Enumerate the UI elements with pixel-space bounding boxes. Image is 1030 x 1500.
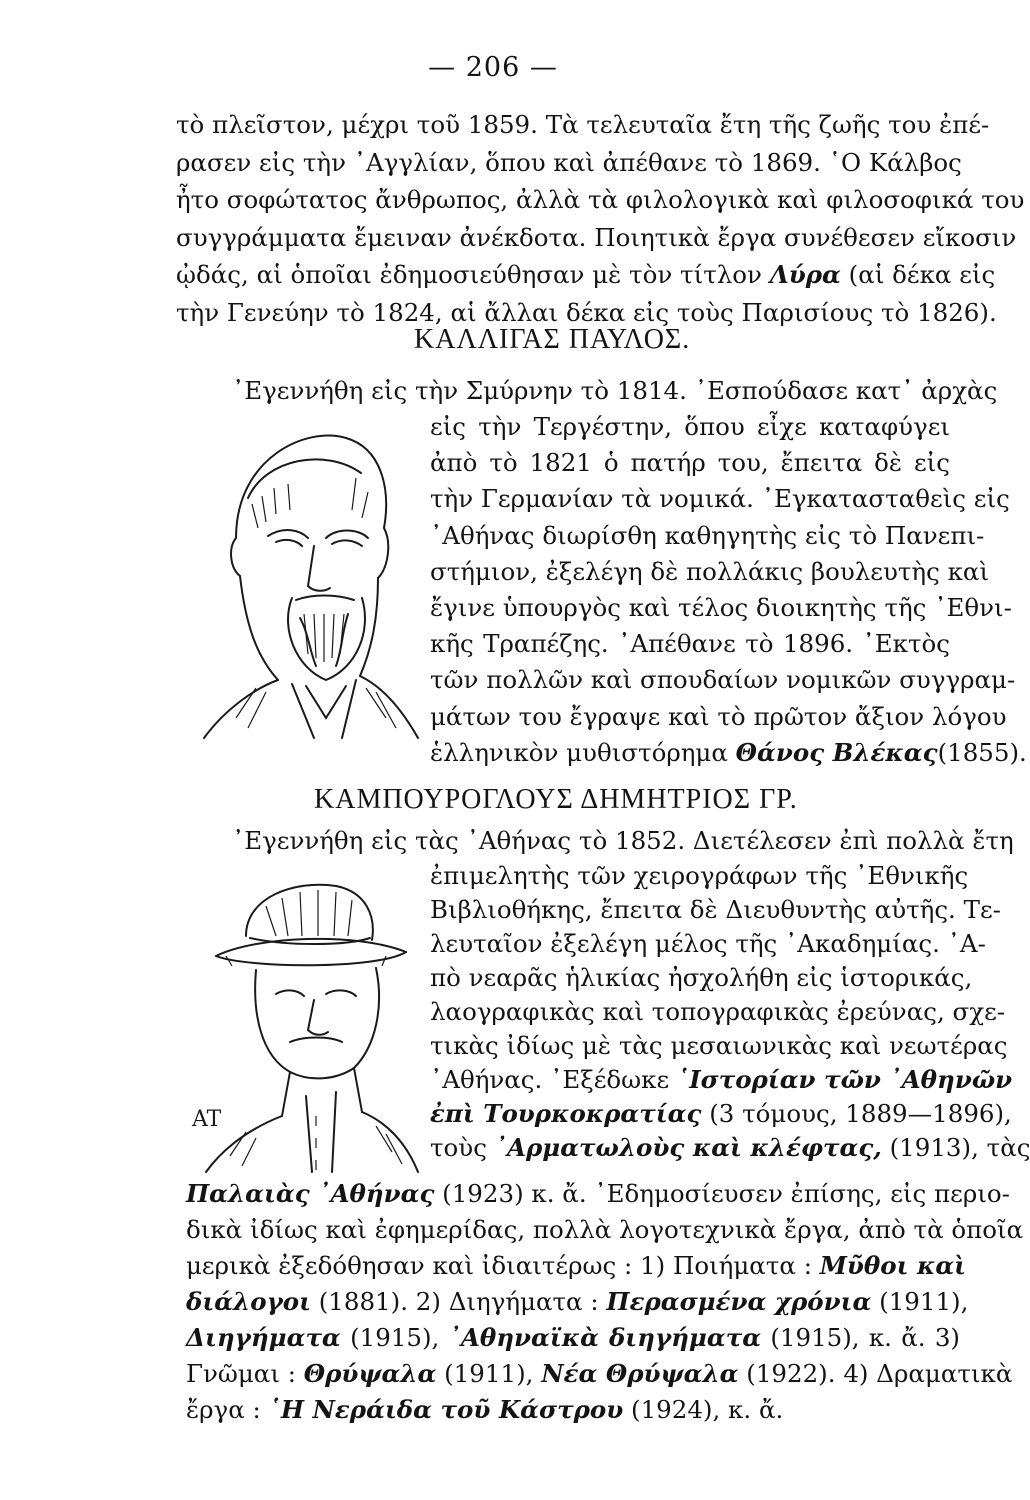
text-run: στήμιον, ἐξελέγη δὲ πολλάκις βουλευτὴς καὶ — [430, 556, 990, 586]
title-emphasis: ᾿Αθηναϊκὰ διηγήματα — [448, 1323, 762, 1352]
text-run: ρασεν εἰς τὴν ᾿Αγγλίαν, ὅπου καὶ ἀπέθανε τὸ 1869. ῾Ο Κάλβος — [176, 147, 962, 177]
kampouroglous-works-line — [186, 1179, 1010, 1209]
kampouroglous-works-line — [186, 1251, 967, 1281]
kampouroglous-line — [430, 1133, 1030, 1163]
intro-line — [176, 260, 996, 290]
text-run: λευταῖον ἐξελέγη μέλος τῆς ᾿Ακαδημίας. ᾿Α- — [430, 929, 986, 958]
text-run: λαογραφικὰς καὶ τοπογραφικὰς ἐρεύνας, σχε- — [430, 997, 1006, 1026]
kalligas-line — [430, 593, 1012, 623]
text-run: ᾿Αθήνας διωρίσθη καθηγητὴς εἰς τὸ Πανεπι- — [430, 520, 985, 550]
title-emphasis: Θάνος Βλέκας — [735, 737, 938, 767]
text-run: τοὺς — [430, 1133, 495, 1162]
text-run: εἰς τὴν Τεργέστην, ὅπου εἶχε καταφύγει — [430, 412, 950, 441]
text-run: τὴν Γερμανίαν τὰ νομικά. ᾿Εγκατασταθεὶς εἰς — [430, 484, 1010, 514]
page-number: — 206 — — [428, 52, 558, 83]
title-emphasis: ῾Ιστορίαν τῶν ᾿Αθηνῶν — [676, 1065, 1013, 1094]
text-run: ἔγινε ὑπουργὸς καὶ τέλος διοικητὴς τῆς ᾿Εθνι- — [430, 593, 1012, 622]
text-run: (1915), — [340, 1323, 449, 1352]
text-run: ἦτο σοφώτατος ἄνθρωπος, ἀλλὰ τὰ φιλολογικὰ καὶ φιλοσοφικά του — [176, 185, 1025, 214]
kampouroglous-works-line — [186, 1287, 969, 1317]
kampouroglous-line — [430, 963, 973, 993]
kampouroglous-works-line — [186, 1395, 960, 1425]
kampouroglous-line — [430, 1099, 1012, 1129]
text-run: ἀπὸ τὸ 1821 ὁ πατήρ του, ἔπειτα δὲ εἰς — [430, 448, 950, 478]
intro-line — [176, 147, 962, 178]
kampouroglous-line — [430, 1031, 1008, 1061]
kalligas-line — [430, 448, 950, 478]
text-run: τὸ πλεῖστον, μέχρι τοῦ 1859. Τὰ τελευταῖα ἔτη τῆς ζωῆς του ἐπέ- — [176, 110, 990, 139]
text-run: Γνῶμαι : — [186, 1359, 304, 1388]
intro-line — [176, 297, 997, 328]
kalligas-line — [430, 737, 1027, 768]
kampouroglous-line — [430, 997, 1006, 1027]
text-run: ᾠδάς, αἱ ὁποῖαι ἐδημοσιεύθησαν μὲ τὸν τίτλον — [176, 260, 770, 289]
title-emphasis: διάλογοι — [186, 1287, 311, 1316]
kalligas-line — [430, 412, 950, 442]
artist-signature: AT — [192, 1107, 222, 1132]
text-run: κῆς Τραπέζης. ᾿Απέθανε τὸ 1896. ᾿Εκτὸς — [430, 629, 950, 659]
text-run: τικὰς ἰδίως μὲ τὰς μεσαιωνικὰς καὶ νεωτέρας — [430, 1031, 1008, 1060]
intro-line — [176, 222, 1017, 253]
text-run: (1911), — [871, 1287, 969, 1316]
text-run: ἔργα : — [186, 1395, 269, 1424]
kalligas-line — [430, 629, 950, 659]
kalligas-line — [430, 484, 1010, 514]
text-run: τῶν πολλῶν καὶ σπουδαίων νομικῶν συγγραμ- — [430, 665, 1016, 695]
kalligas-portrait — [196, 418, 426, 748]
title-emphasis: Νέα Θρύψαλα — [541, 1359, 739, 1388]
kampouroglous-works-line — [186, 1323, 960, 1353]
text-run: (3 τόμους, 1889—1896), — [701, 1099, 1012, 1128]
kalligas-first-line: ᾿Εγεννήθη εἰς τὴν Σμύρνην τὸ 1814. ᾿Εσπούδασε κατ᾿ ἀρχὰς — [232, 376, 998, 405]
text-run: (αἱ δέκα εἰς — [840, 260, 996, 289]
text-run: (1915), κ. ἄ. 3) — [761, 1323, 960, 1352]
kampouroglous-line — [430, 1065, 1013, 1095]
text-run: μερικὰ ἐξεδόθησαν καὶ ἰδιαιτέρως : 1) Ποιήματα : — [186, 1251, 820, 1280]
kalligas-line — [430, 665, 1016, 695]
title-emphasis: ᾿Αρματωλοὺς καὶ κλέφτας, — [494, 1133, 882, 1162]
text-run: ᾿Αθήνας. ᾿Εξέδωκε — [430, 1065, 677, 1094]
text-run: μάτων του ἔγραψε καὶ τὸ πρῶτον ἄξιον λόγου — [430, 701, 1007, 731]
text-run: Βιβλιοθήκης, ἔπειτα δὲ Διευθυντὴς αὐτῆς. Τε- — [430, 895, 1001, 924]
title-emphasis: Παλαιὰς ᾿Αθήνας — [186, 1179, 435, 1208]
title-emphasis: Περασμένα χρόνια — [606, 1287, 872, 1316]
kampouroglous-works-line — [186, 1359, 1013, 1389]
title-emphasis: Διηγήματα — [186, 1323, 341, 1352]
text-run: ἑλληνικὸν μυθιστόρημα — [430, 737, 736, 767]
kalligas-line — [430, 520, 985, 551]
intro-line — [176, 110, 990, 140]
kalligas-line — [430, 701, 1007, 732]
text-run: πὸ νεαρᾶς ἡλικίας ἠσχολήθη εἰς ἱστορικάς, — [430, 963, 973, 992]
title-emphasis: Λύρα — [769, 260, 841, 289]
text-run: τὴν Γενεύην τὸ 1824, αἱ ἄλλαι δέκα εἰς τοὺς Παρισίους τὸ 1826). — [176, 297, 997, 327]
title-emphasis: ῾Η Νεράιδα τοῦ Κάστρου — [268, 1395, 624, 1424]
text-run: (1855). — [937, 737, 1027, 767]
kampouroglous-line — [430, 895, 1001, 925]
heading-kampouroglous: ΚΑΜΠΟΥΡΟΓΛΟΥΣ ΔΗΜΗΤΡΙΟΣ ΓΡ. — [314, 784, 798, 815]
text-run: (1911), — [436, 1359, 542, 1388]
text-run: (1881). 2) Διηγήματα : — [310, 1287, 607, 1316]
kalligas-line — [430, 556, 990, 587]
kampouroglous-line — [430, 861, 969, 891]
kampouroglous-portrait — [186, 876, 426, 1176]
title-emphasis: Θρύψαλα — [303, 1359, 437, 1388]
kampouroglous-line — [430, 929, 986, 959]
text-run: ἐπιμελητὴς τῶν χειρογράφων τῆς ᾿Εθνικῆς — [430, 861, 969, 890]
text-run: (1924), κ. ἄ. — [623, 1395, 784, 1424]
intro-line — [176, 185, 1025, 215]
title-emphasis: Μῦθοι καὶ — [819, 1251, 967, 1280]
heading-kalligas: ΚΑΛΛΙΓΑΣ ΠΑΥΛΟΣ. — [414, 324, 691, 355]
kampouroglous-works-line — [186, 1215, 1024, 1245]
text-run: δικὰ ἰδίως καὶ ἐφημερίδας, πολλὰ λογοτεχνικὰ ἔργα, ἀπὸ τὰ ὁποῖα — [186, 1215, 1024, 1244]
text-run: (1913), τὰς — [881, 1133, 1030, 1162]
text-run: (1922). 4) Δραματικὰ — [738, 1359, 1013, 1388]
kampouroglous-first-line: ᾿Εγεννήθη εἰς τὰς ᾿Αθήνας τὸ 1852. Διετέλεσεν ἐπὶ πολλὰ ἔτη — [232, 826, 1014, 855]
text-run: (1923) κ. ἄ. ᾿Εδημοσίευσεν ἐπίσης, εἰς περιο- — [434, 1179, 1010, 1208]
text-run: συγγράμματα ἔμειναν ἀνέκδοτα. Ποιητικὰ ἔργα συνέθεσεν εἴκοσιν — [176, 222, 1017, 252]
title-emphasis: ἐπὶ Τουρκοκρατίας — [430, 1099, 702, 1128]
